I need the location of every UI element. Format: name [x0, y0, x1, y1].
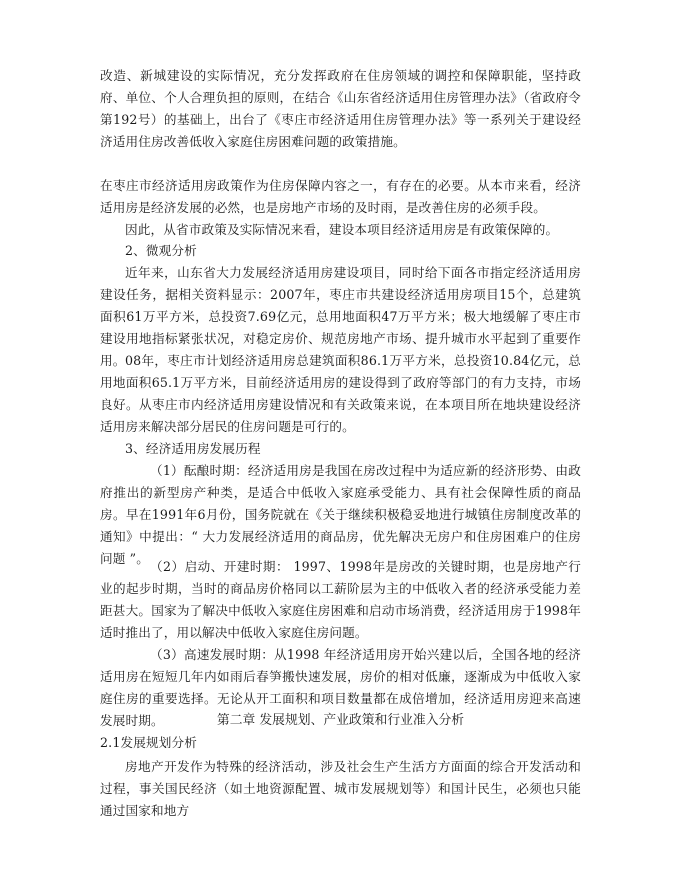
section-heading-development-history: 3、经济适用房发展历程: [125, 441, 261, 456]
paragraph-necessity: 在枣庄市经济适用房政策作为住房保障内容之一，有存在的必要。从本市来看，经济适用房是经济发展的必然，也是房地产市场的及时雨，是改善住房的必须手段。: [100, 178, 581, 215]
paragraph-brewing-period: （1）酝酿时期：经济适用房是我国在房改过程中为适应新的经济形势、由政府推出的新型房产种类，是适合中低收入家庭承受能力、具有社会保障性质的商品房。早在1991年6月份，国务院就在《关于继续积极稳妥地进行城镇住房制度改革的通知》中提出：“ 大力发展经济适用的商品房，优先解决无房户和住房困难户的住房问题 ”。: [100, 463, 581, 566]
paragraph-recent-years: 近年来，山东省大力发展经济适用房建设项目，同时给下面各市指定经济适用房建设任务，据相关资料显示：2007年，枣庄市共建设经济适用房项目15个，总建筑面积61万平方米，总投资7.69亿元，总用地面积47万平方米；极大地缓解了枣庄市建设用地指标紧张状况，对稳定房价、规范房地产市场、提升城市水平起到了重要作用。: [100, 265, 581, 368]
section-heading-development-planning: 2.1发展规划分析: [100, 735, 197, 750]
paragraph-startup-period: （2）启动、开建时期： 1997、1998年是房改的关键时期，也是房地产行业的起步时期，当时的商品房价格同以工薪阶层为主的中低收入者的经济承受能力差距甚大。国家为了解决中低收入家庭住房困难和启动市场消费，经济适用房于1998年适时推出了，用以解决中低收入家庭住房问题。: [100, 559, 581, 640]
paragraph-rapid-development: （3）高速发展时期：从1998 年经济适用房开始兴建以后，全国各地的经济适用房在短短几年内如雨后春笋搬快速发展，房价的相对低廉，逐渐成为中低收入家庭住房的重要选择。无论从开工面积和项目数量都在成倍增加，经济适用房迎来高速发展时期。: [100, 647, 581, 728]
section-heading-micro-analysis: 2、微观分析: [125, 243, 197, 258]
paragraph-policy-conclusion: 因此，从省市政策及实际情况来看，建设本项目经济适用房是有政策保障的。: [125, 222, 559, 237]
chapter-heading: 第二章 发展规划、产业政策和行业准入分析: [216, 713, 465, 728]
paragraph-real-estate-development: 房地产开发作为特殊的经济活动，涉及社会生产生活方方面面的综合开发活动和过程，事关国民经济（如土地资源配置、城市发展规划等）和国计民生，必须也只能通过国家和地方: [100, 759, 581, 818]
paragraph-2008-plan: 08年，枣庄市计划经济适用房总建筑面积86.1万平方米，总投资10.84亿元，总用地面积65.1万平方米，目前经济适用房的建设得到了政府等部门的有力支持，市场良好。从枣庄市内经济适用房建设情况和有关政策来说，在本项目所在地块建设经济适用房来解决部分居民的住房问题是可行的。: [100, 353, 581, 434]
paragraph-housing-policy-context: 改造、新城建设的实际情况，充分发挥政府在住房领域的调控和保障职能，坚持政府、单位、个人合理负担的原则，在结合《山东省经济适用住房管理办法》（省政府令第192号）的基础上，出台了《枣庄市经济适用住房管理办法》等一系列关于建设经济适用住房改善低收入家庭住房困难问题的政策措施。: [100, 68, 581, 149]
